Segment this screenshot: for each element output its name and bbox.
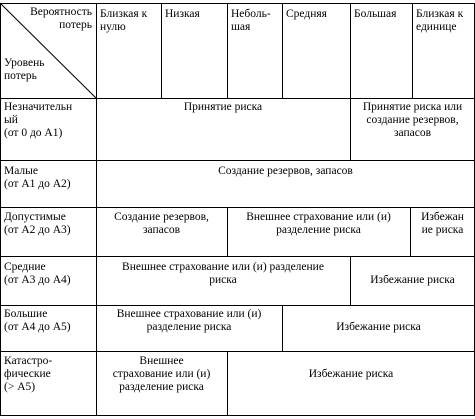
matrix-cell: Избежан ие риска [421, 211, 464, 236]
grid-line-vertical [96, 3, 97, 416]
row-header: Большие (от А4 до А5) [4, 308, 71, 333]
grid-line-vertical [161, 3, 162, 99]
grid-line-horizontal [0, 305, 475, 306]
row-header: Средние (от А3 до А4) [4, 261, 71, 286]
grid-line-vertical [350, 3, 351, 99]
matrix-cell: Избежание риска [308, 368, 394, 380]
corner-header-loss-level: Уровень потерь [4, 57, 45, 82]
matrix-cell: Принятие риска [183, 101, 263, 113]
corner-header-probability: Вероятность потерь [30, 6, 92, 31]
grid-line-vertical [350, 256, 351, 306]
grid-line-vertical [227, 3, 228, 99]
grid-line-horizontal [0, 98, 475, 99]
grid-line-vertical [227, 351, 228, 416]
row-header: Малые (от А1 до А2) [4, 165, 71, 190]
column-header: Большая [354, 8, 397, 20]
column-header: Низкая [165, 8, 200, 20]
column-header: Средняя [286, 8, 327, 20]
column-header: Близкая к единице [416, 8, 464, 33]
grid-line-horizontal [0, 160, 475, 161]
grid-line-vertical [410, 207, 411, 257]
grid-line-vertical [350, 98, 351, 161]
matrix-cell: Создание резервов, запасов [114, 211, 209, 236]
row-header: Катастро- фические (> А5) [4, 355, 53, 393]
grid-line-vertical [0, 3, 1, 416]
matrix-cell: Внешнее страхование или (и) разделение риска [246, 211, 391, 236]
grid-line-vertical [282, 3, 283, 99]
matrix-cell: Принятие риска или создание резервов, запасов [362, 101, 463, 139]
matrix-cell: Создание резервов, запасов [218, 165, 353, 177]
matrix-cell: Внешнее страхование или (и) разделение риска [122, 261, 324, 286]
grid-line-vertical [282, 305, 283, 352]
grid-line-horizontal [0, 256, 475, 257]
grid-line-horizontal [0, 351, 475, 352]
grid-line-horizontal [0, 207, 475, 208]
matrix-cell: Внешнее страхование или (и) разделение риска [116, 308, 262, 333]
column-header: Близкая к нулю [100, 8, 148, 33]
grid-line-vertical [227, 207, 228, 257]
grid-line-vertical [412, 3, 413, 99]
row-header: Допустимые (от А2 до А3) [4, 211, 71, 236]
grid-line-horizontal [0, 3, 475, 4]
row-header: Незначительн ый (от 0 до А1) [4, 101, 73, 139]
matrix-cell: Внешнее страхование или (и) разделение риска [112, 355, 211, 393]
column-header: Неболь- шая [231, 8, 271, 33]
matrix-cell: Избежание риска [336, 321, 421, 333]
matrix-cell: Избежание риска [370, 274, 455, 286]
grid-line-horizontal [0, 415, 475, 416]
